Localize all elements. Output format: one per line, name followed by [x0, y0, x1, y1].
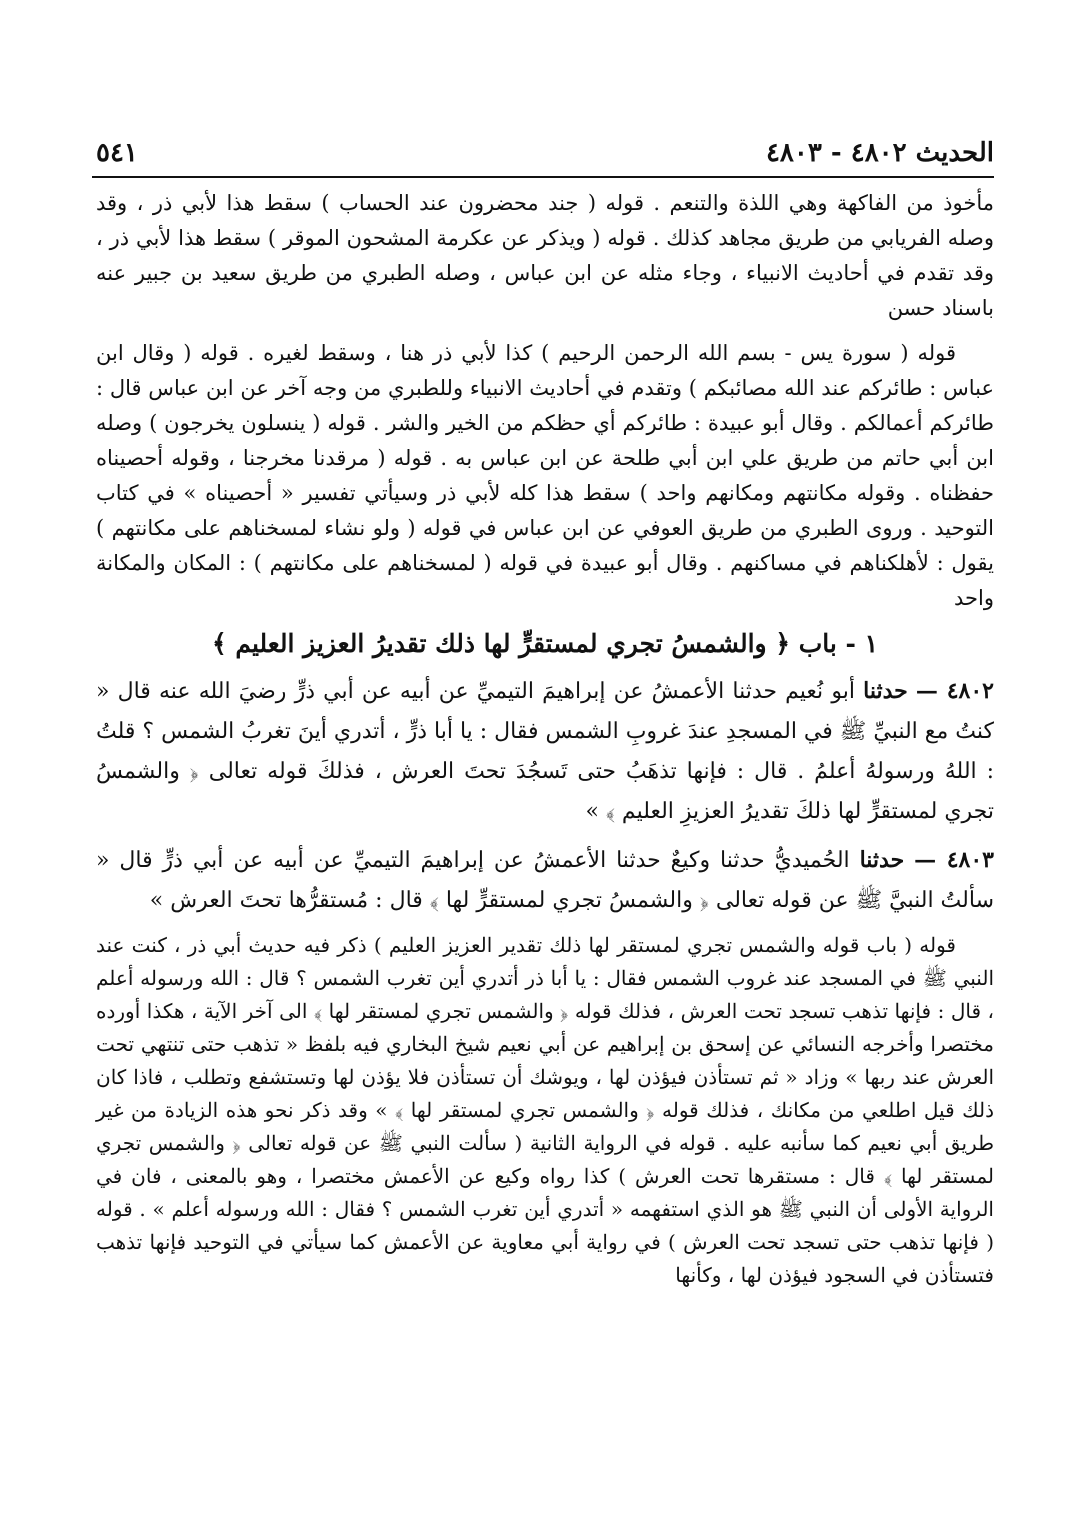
page-body	[96, 186, 994, 1302]
running-title: الحديث ٤٨٠٢ - ٤٨٠٣	[765, 138, 994, 168]
commentary-paragraph-2: قوله ( سورة يس - بسم الله الرحمن الرحيم ) كذا لأبي ذر هنا ، وسقط لغيره . قوله ( وقال ابن عباس : طائركم عند الله مصائبكم ) وتقدم في أحاديث الانبياء وللطبري من وجه آخر عن ابن عباس قال : طائركم أعمالكم . وقال أبو عبيدة : طائركم أي حظكم من الخير والشر . قوله ( ينسلون يخرجون ) وصله ابن أبي حاتم من طريق علي ابن أبي طلحة عن ابن عباس به . قوله ( مرقدنا مخرجنا ، وقوله أحصيناه حفظناه . وقوله مكانتهم ومكانهم واحد ) سقط هذا كله لأبي ذر وسيأتي تفسير « أحصيناه » في كتاب التوحيد . وروى الطبري من طريق العوفي عن ابن عباس في قوله ( ولو نشاء لمسخناهم على مكانتهم ) يقول : لأهلكناهم في مساكنهم . وقال أبو عبيدة في قوله ( لمسخناهم على مكانتهم ) : المكان والمكانة واحد	[96, 341, 994, 610]
header-rule	[92, 176, 994, 178]
hadith-number: ٤٨٠٢ —	[915, 678, 994, 704]
hadith-opening: حدثنا	[859, 847, 905, 873]
hadith-text: الحُميديُّ حدثنا وكيعٌ حدثنا الأعمشُ عن إبراهيمَ التيميِّ عن أبيه عن أبي ذرٍّ قال « سألتُ النبيَّ ﷺ عن قوله تعالى ﴿ والشمسُ تجري لمستقرٍّ لها ﴾ قال : مُستقرُّها تحتَ العرش »	[96, 848, 994, 913]
hadith-opening: حدثنا	[863, 678, 908, 704]
hadith-4803	[96, 840, 994, 921]
chapter-heading: ١ - باب ﴿ والشمسُ تجري لمستقرٍّ لها ذلك تقديرُ العزيز العليم ﴾	[211, 629, 879, 658]
page-number: ٥٤١	[96, 138, 138, 168]
page-header	[96, 138, 994, 168]
hadith-number: ٤٨٠٣ —	[914, 847, 994, 873]
commentary-paragraph-1: مأخوذ من الفاكهة وهي اللذة والتنعم . قوله ( جند محضرون عند الحساب ) سقط هذا لأبي ذر ، وقد وصله الفريابي من طريق مجاهد كذلك . قوله ( ويذكر عن عكرمة المشحون الموقر ) سقط هذا لأبي ذر ، وقد تقدم في أحاديث الانبياء ، وجاء مثله عن ابن عباس ، وصله الطبري من طريق سعيد بن جبير عنه باسناد حسن	[96, 191, 994, 320]
hadith-4802	[96, 671, 994, 832]
hadith-text: أبو نُعيم حدثنا الأعمشُ عن إبراهيمَ التيميِّ عن أبيه عن أبي ذرٍّ رضيَ الله عنه قال « كنتُ مع النبيِّ ﷺ في المسجدِ عندَ غروبِ الشمس فقال : يا أبا ذرٍّ ، أتدري أينَ تغربُ الشمس ؟ قلتُ : اللهُ ورسولهُ أعلمُ . قال : فإنها تذهَبُ حتى تَسجُدَ تحتَ العرش ، فذلكَ قوله تعالى ﴿ والشمسُ تجري لمستقرٍّ لها ذلكَ تقديرُ العزيزِ العليم ﴾ »	[96, 679, 994, 824]
commentary-paragraph-3: قوله ( باب قوله والشمس تجري لمستقر لها ذلك تقدير العزيز العليم ) ذكر فيه حديث أبي ذر ، كنت عند النبي ﷺ في المسجد عند غروب الشمس فقال : يا أبا ذر أتدري أين تغرب الشمس ؟ قال : الله ورسوله أعلم ، قال : فإنها تذهب تسجد تحت العرش ، فذلك قوله ﴿ والشمس تجري لمستقر لها ﴾ الى آخر الآية ، هكذا أورده مختصرا وأخرجه النسائي عن إسحق بن إبراهيم عن أبي نعيم شيخ البخاري فيه بلفظ « تذهب حتى تنتهي تحت العرش عند ربها » وزاد « ثم تستأذن فيؤذن لها ، ويوشك أن تستأذن فلا يؤذن لها وتستشفع وتطلب ، فاذا كان ذلك قيل اطلعي من مكانك ، فذلك قوله ﴿ والشمس تجري لمستقر لها ﴾ » وقد ذكر نحو هذه الزيادة من غير طريق أبي نعيم كما سأنبه عليه . قوله في الرواية الثانية ( سألت النبي ﷺ عن قوله تعالى ﴿ والشمس تجري لمستقر لها ﴾ قال : مستقرها تحت العرش ) كذا رواه وكيع عن الأعمش مختصرا ، وهو بالمعنى ، فان في الرواية الأولى أن النبي ﷺ هو الذي استفهمه « أتدري أين تغرب الشمس ؟ فقال : الله ورسوله أعلم » . قوله ( فإنها تذهب حتى تسجد تحت العرش ) في رواية أبي معاوية عن الأعمش كما سيأتي في التوحيد فإنها تذهب فتستأذن في السجود فيؤذن لها ، وكأنها	[96, 933, 994, 1287]
